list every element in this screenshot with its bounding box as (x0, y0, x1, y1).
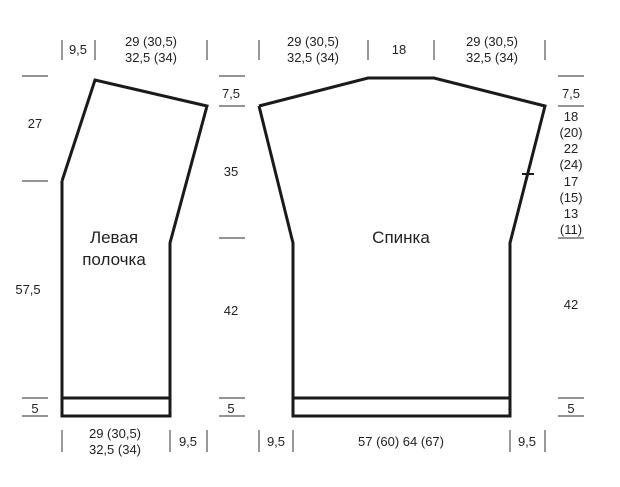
dim-back-bottom-left-edge: 9,5 (266, 434, 286, 449)
dim-front-top-edge: 9,5 (68, 42, 88, 57)
front-label-line2: полочка (82, 250, 146, 269)
dim-right-side-2: (20) (559, 125, 583, 140)
dim-back-shoulder-right-2: 32,5 (34) (465, 50, 519, 65)
dim-mid-top: 7,5 (221, 86, 241, 101)
dim-front-upper-height: 27 (27, 116, 43, 131)
dim-right-side-7: 13 (563, 206, 579, 221)
dim-back-bottom: 57 (60) 64 (67) (358, 434, 444, 449)
dim-back-neck: 18 (391, 42, 407, 57)
dim-mid-hem: 5 (227, 401, 235, 416)
front-piece-outline (62, 80, 207, 416)
dim-right-side-5: 17 (563, 174, 579, 189)
back-piece-outline (259, 78, 545, 416)
dim-front-shoulder-2: 32,5 (34) (124, 50, 178, 65)
dim-front-shoulder-1: 29 (30,5) (124, 34, 178, 49)
dim-right-side-3: 22 (563, 141, 579, 156)
dim-right-lower: 42 (563, 297, 579, 312)
dim-back-shoulder-left-2: 32,5 (34) (286, 50, 340, 65)
dim-mid-lower: 42 (223, 303, 239, 318)
dim-back-shoulder-left-1: 29 (30,5) (286, 34, 340, 49)
back-label: Спинка (372, 228, 430, 247)
dim-right-hem: 5 (567, 401, 575, 416)
middle-dimension-ticks (219, 76, 245, 416)
front-label-line1: Левая (89, 228, 139, 247)
dim-mid-upper: 35 (223, 164, 239, 179)
dim-front-lower-height: 57,5 (15, 282, 41, 297)
dim-right-side-6: (15) (559, 190, 583, 205)
dim-front-bottom-1: 29 (30,5) (88, 426, 142, 441)
dim-right-side-1: 18 (563, 109, 579, 124)
dim-back-bottom-right-edge: 9,5 (517, 434, 537, 449)
dim-front-hem: 5 (31, 401, 39, 416)
dim-right-side-8: (11) (559, 222, 583, 237)
dim-right-top: 7,5 (561, 86, 581, 101)
dim-front-bottom-edge: 9,5 (178, 434, 198, 449)
dim-back-shoulder-right-1: 29 (30,5) (465, 34, 519, 49)
dim-front-bottom-2: 32,5 (34) (88, 442, 142, 457)
dim-right-side-4: (24) (559, 157, 583, 172)
